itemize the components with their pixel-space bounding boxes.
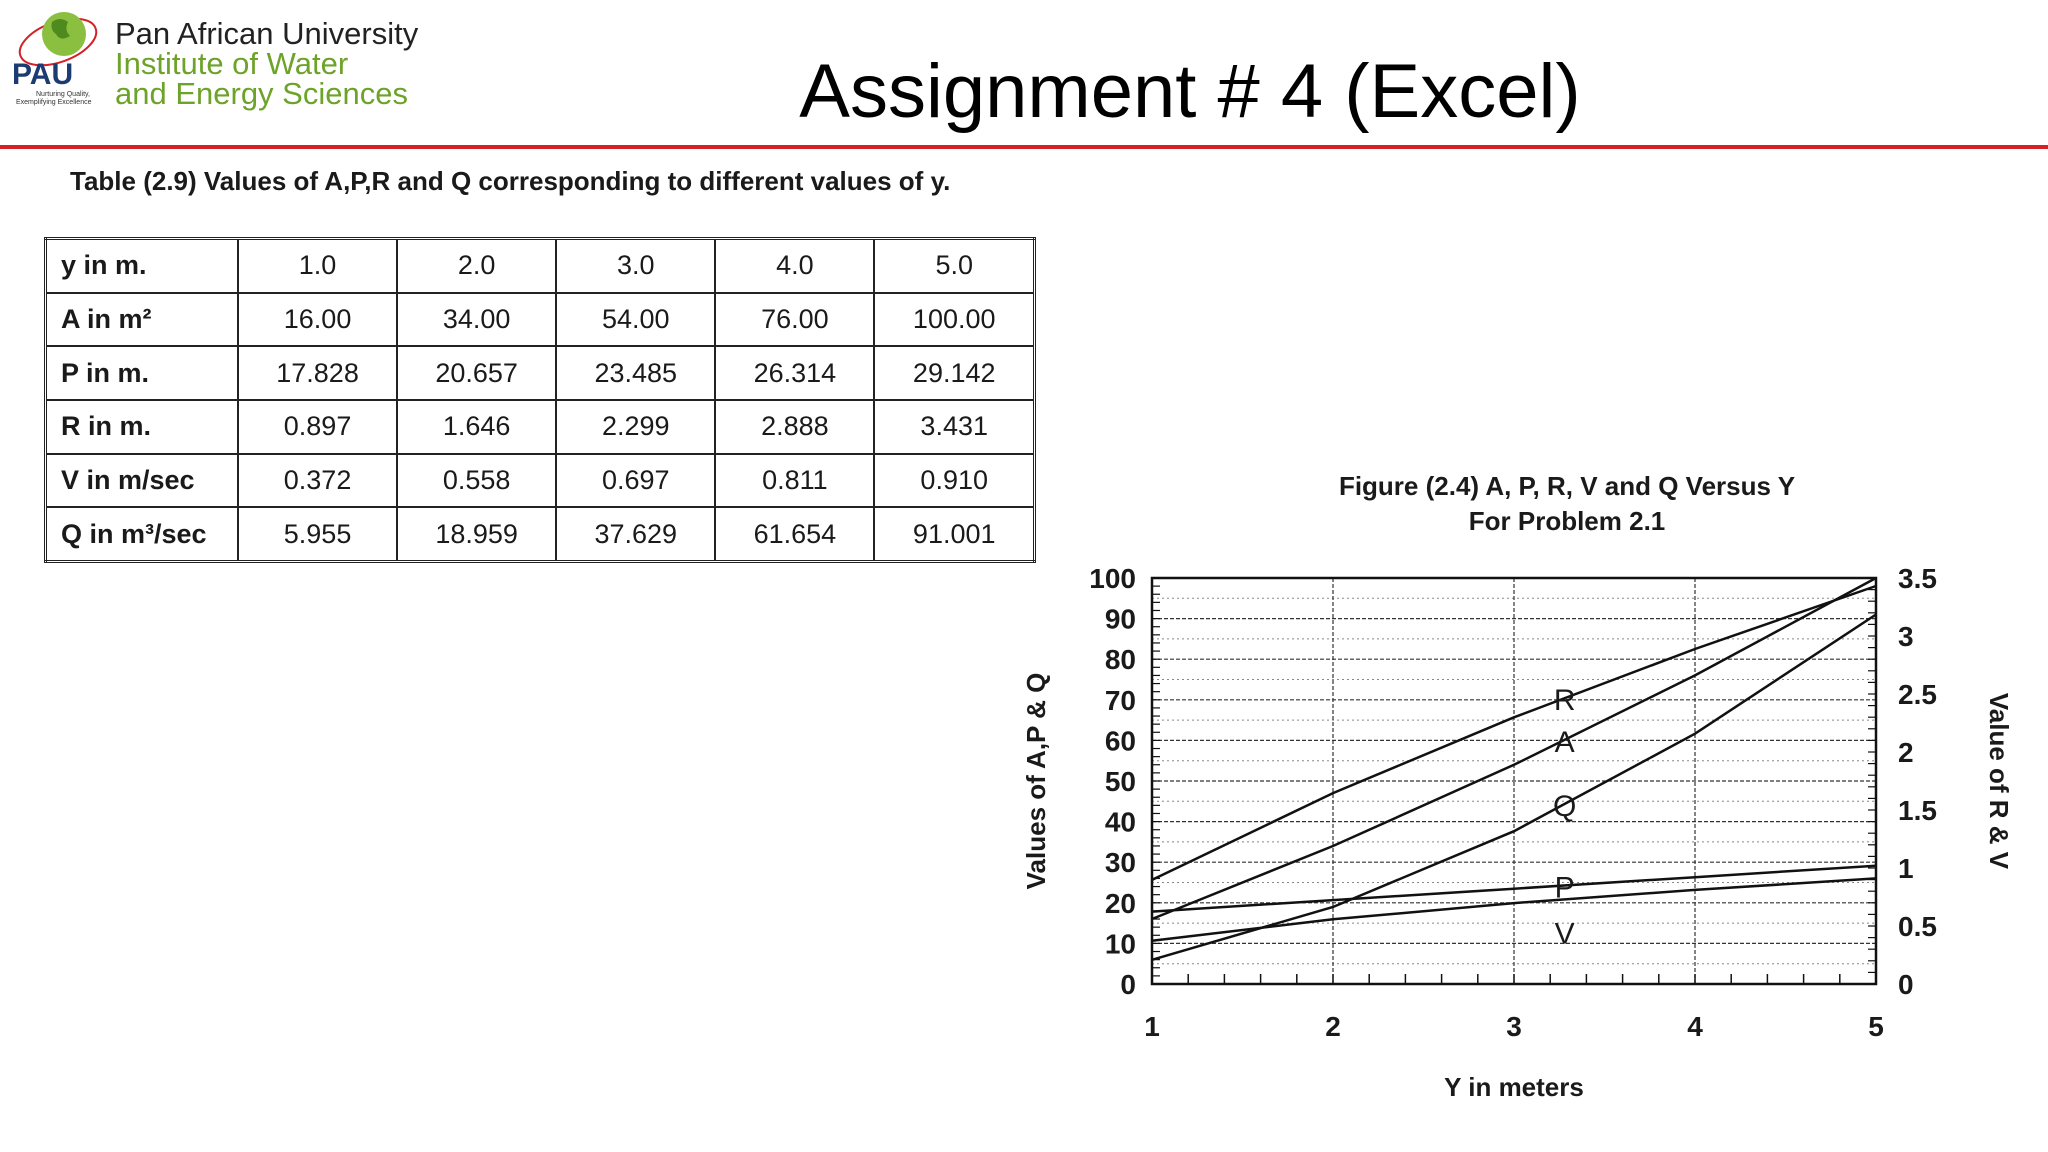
y2-tick-label: 2.5	[1898, 679, 1937, 710]
table-cell: 0.910	[874, 454, 1034, 508]
table-cell: 2.888	[715, 400, 874, 454]
table-cell: 1.646	[397, 400, 556, 454]
table-cell: 3.431	[874, 400, 1034, 454]
y2-tick-label: 0	[1898, 969, 1914, 1000]
table-cell: 26.314	[715, 346, 874, 400]
table-cell: 5.955	[238, 507, 397, 561]
y-tick-label: 0	[1120, 969, 1136, 1000]
y-axis-label: Values of A,P & Q	[1021, 672, 1051, 890]
table-cell: 1.0	[238, 239, 397, 293]
table-cell: 2.0	[397, 239, 556, 293]
x-tick-label: 1	[1144, 1011, 1160, 1042]
pau-logo	[6, 4, 110, 108]
table-cell: 37.629	[556, 507, 715, 561]
svg-text:PAU: PAU	[12, 58, 74, 91]
header-divider	[0, 145, 2048, 149]
y2-tick-label: 2	[1898, 737, 1914, 768]
table-cell: 5.0	[874, 239, 1034, 293]
table-row	[46, 454, 1035, 508]
row-label: V in m/sec	[46, 454, 239, 508]
slide-title: Assignment # 4 (Excel)	[799, 49, 1581, 134]
y2-tick-label: 3	[1898, 621, 1914, 652]
y2-axis-label: Value of R & V	[1984, 692, 2014, 870]
y2-tick-label: 1	[1898, 853, 1914, 884]
x-axis-label: Y in meters	[1444, 1072, 1584, 1102]
row-label: Q in m³/sec	[46, 507, 239, 561]
svg-text:Nurturing Quality,: Nurturing Quality,	[36, 91, 90, 98]
table-cell: 23.485	[556, 346, 715, 400]
table-row	[46, 346, 1035, 400]
values-table	[44, 237, 1036, 563]
x-tick-label: 5	[1868, 1011, 1884, 1042]
chart-title: Figure (2.4) A, P, R, V and Q Versus Y	[1338, 471, 1796, 501]
table-cell: 20.657	[397, 346, 556, 400]
y-tick-label: 10	[1104, 928, 1136, 960]
table-cell: 3.0	[556, 239, 715, 293]
y2-tick-label: 0.5	[1898, 911, 1937, 942]
y-tick-label: 40	[1104, 806, 1136, 838]
series-label-v: V	[1554, 917, 1575, 951]
table-cell: 54.00	[556, 293, 715, 347]
y-tick-label: 50	[1104, 766, 1136, 797]
x-tick-label: 3	[1506, 1011, 1522, 1042]
table-cell: 76.00	[715, 293, 874, 347]
slide-header	[0, 0, 2048, 150]
table-cell: 0.372	[238, 454, 397, 508]
table-cell: 18.959	[397, 507, 556, 561]
table-row	[46, 293, 1035, 347]
table-cell: 0.697	[556, 454, 715, 508]
org-name: Pan African University	[115, 16, 419, 51]
table-cell: 4.0	[715, 239, 874, 293]
table-cell: 16.00	[238, 293, 397, 347]
org-subtitle-line1: Institute of Water	[115, 46, 349, 81]
table-cell: 0.897	[238, 400, 397, 454]
table-caption: Table (2.9) Values of A,P,R and Q corresponding to different values of y.	[70, 166, 951, 196]
chart-subtitle: For Problem 2.1	[1468, 506, 1666, 536]
table-cell: 34.00	[397, 293, 556, 347]
row-label: R in m.	[46, 400, 239, 454]
row-label: y in m.	[46, 239, 239, 293]
y-tick-label: 100	[1089, 563, 1136, 594]
y-tick-label: 70	[1104, 684, 1136, 716]
table-row	[46, 239, 1035, 293]
table-cell: 0.558	[397, 454, 556, 508]
y-tick-label: 80	[1104, 644, 1136, 676]
y-tick-label: 30	[1104, 847, 1136, 879]
series-label-q: Q	[1553, 789, 1577, 823]
y2-tick-label: 1.5	[1898, 795, 1937, 826]
table-cell: 61.654	[715, 507, 874, 561]
series-line-r	[1152, 586, 1876, 880]
table-cell: 2.299	[556, 400, 715, 454]
line-chart	[1010, 450, 2030, 1130]
row-label: P in m.	[46, 346, 239, 400]
y-tick-label: 90	[1104, 603, 1136, 635]
y-tick-label: 20	[1104, 887, 1136, 919]
x-tick-label: 4	[1687, 1011, 1703, 1042]
table-cell: 91.001	[874, 507, 1034, 561]
row-label: A in m²	[46, 293, 239, 347]
table-cell: 17.828	[238, 346, 397, 400]
table-row	[46, 507, 1035, 561]
y-tick-label: 60	[1104, 725, 1136, 757]
series-label-r: R	[1553, 684, 1576, 718]
series-label-a: A	[1554, 725, 1575, 759]
table-cell: 0.811	[715, 454, 874, 508]
table-row	[46, 400, 1035, 454]
svg-text:Exemplifying Excellence: Exemplifying Excellence	[16, 99, 92, 106]
table-cell: 29.142	[874, 346, 1034, 400]
org-subtitle-line2: and Energy Sciences	[115, 76, 408, 111]
table-cell: 100.00	[874, 293, 1034, 347]
series-label-p: P	[1554, 871, 1575, 905]
x-tick-label: 2	[1325, 1011, 1341, 1042]
y2-tick-label: 3.5	[1898, 563, 1937, 594]
